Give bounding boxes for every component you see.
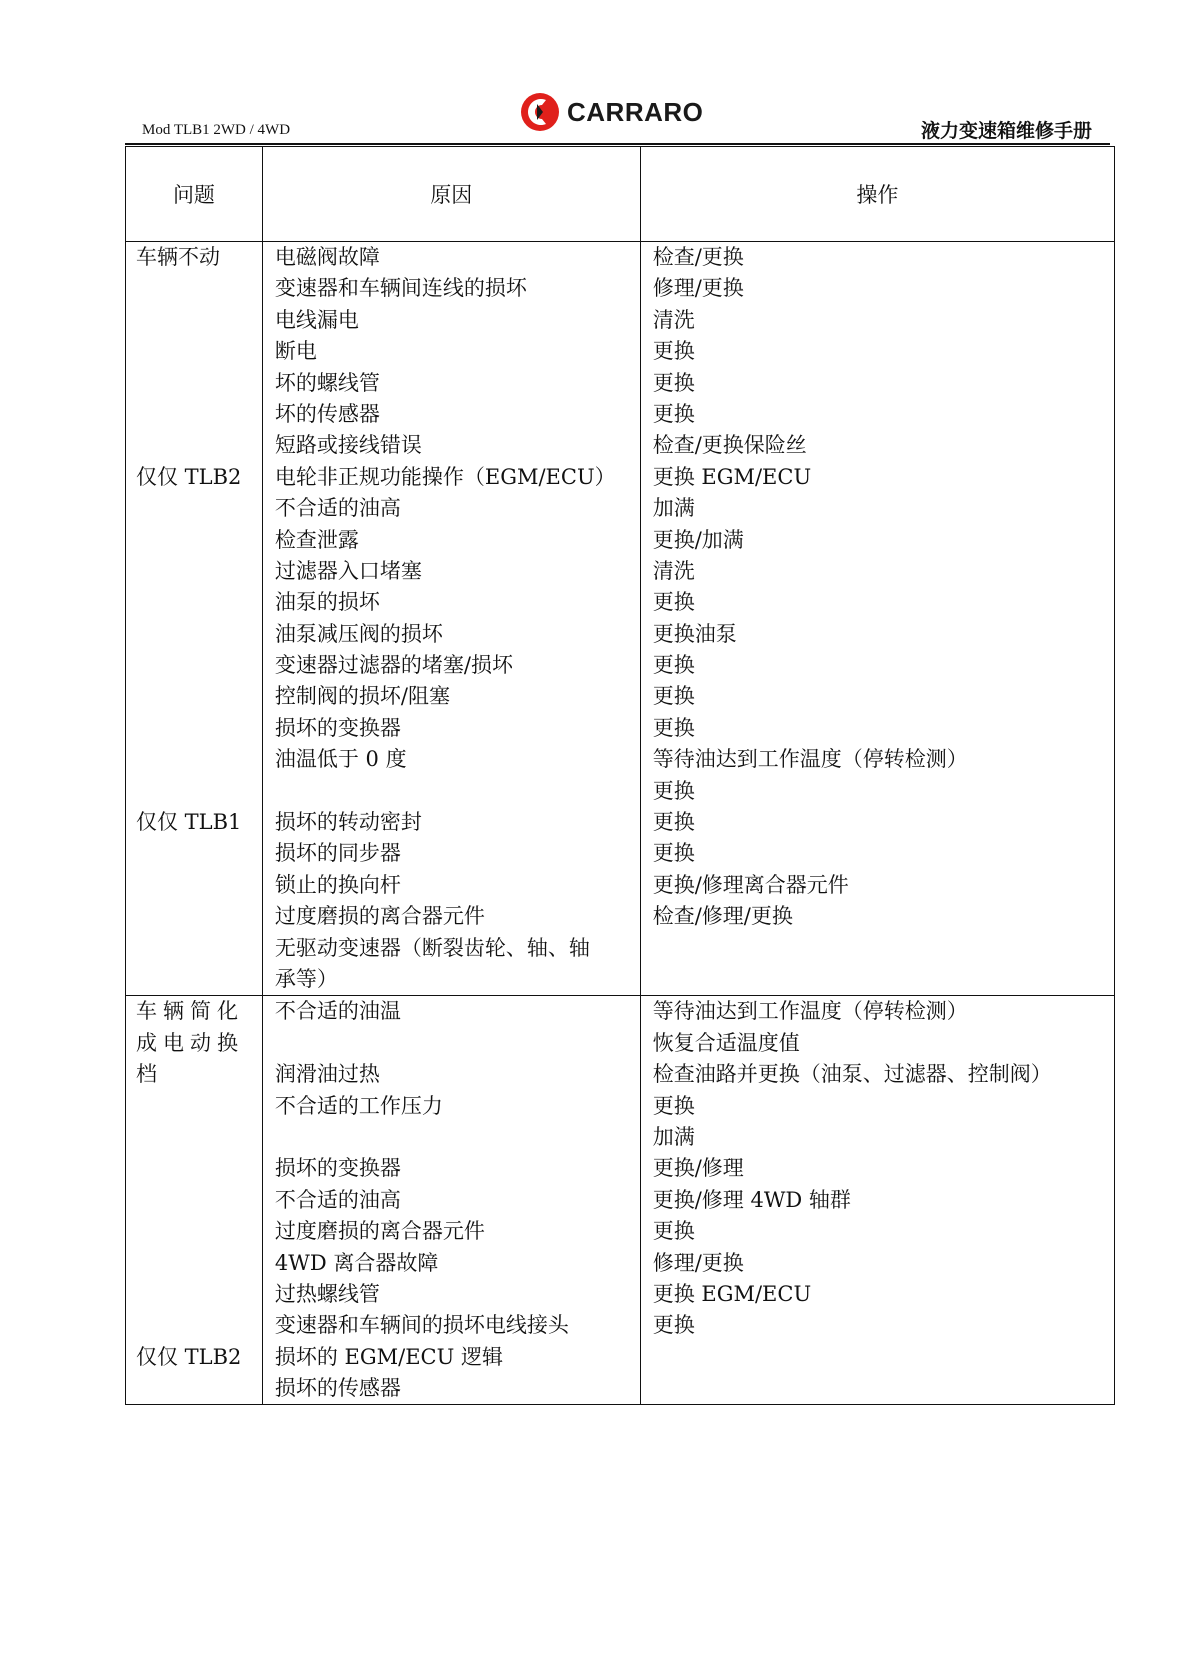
action-line: 更换: [652, 1219, 695, 1244]
manual-title: 液力变速箱维修手册: [920, 120, 1092, 142]
cause-line: 电轮非正规功能操作（EGM/ECU）: [274, 464, 616, 489]
action-line: 更换: [652, 1093, 695, 1118]
problem-line: 仅仅 TLB1: [136, 810, 242, 835]
action-line: 更换/修理 4WD 轴群: [652, 1187, 851, 1212]
cause-line: 损坏的传感器: [274, 1376, 401, 1401]
cause-line: 损坏的同步器: [274, 841, 401, 866]
cause-line: 损坏的变换器: [274, 715, 401, 740]
action-line: 更换: [652, 590, 695, 615]
cause-line: 电线漏电: [274, 307, 359, 332]
cause-cell: [262, 996, 640, 1405]
action-line: 更换 EGM/ECU: [652, 1281, 812, 1306]
action-line: 更换: [652, 778, 695, 803]
problem-line: [136, 1310, 252, 1341]
cause-line: 坏的螺线管: [274, 370, 380, 395]
cause-line: 断电: [274, 339, 317, 364]
action-line: 检查/修理/更换: [652, 904, 793, 929]
problem-line: [136, 525, 252, 556]
action-line: 加满: [652, 1124, 695, 1149]
problem-line: [136, 681, 252, 712]
action-line: 更换: [652, 841, 695, 866]
problem-line: 仅仅 TLB2: [136, 1344, 242, 1369]
action-line: 更换: [652, 684, 695, 709]
action-line: 更换/修理: [652, 1156, 744, 1181]
action-line: 等待油达到工作温度（停转检测）: [652, 747, 968, 772]
problem-line: [136, 399, 252, 430]
problem-line: 成电动换: [136, 1030, 244, 1055]
cause-line: 过热螺线管: [274, 1281, 380, 1306]
carraro-emblem-icon: [519, 91, 561, 133]
action-line: 更换: [652, 401, 695, 426]
cause-line: 损坏的转动密封: [274, 810, 422, 835]
cause-line: 过度磨损的离合器元件: [274, 1219, 485, 1244]
action-line: 加满: [652, 496, 695, 521]
cause-line: 短路或接线错误: [274, 433, 422, 458]
cause-line: 润滑油过热: [274, 1062, 380, 1087]
action-line: 清洗: [652, 307, 695, 332]
cause-cell: [262, 242, 640, 996]
problem-line: [136, 587, 252, 618]
cause-line: 不合适的油高: [274, 496, 401, 521]
cause-line: 过度磨损的离合器元件: [274, 904, 485, 929]
column-header-cause: 原因: [262, 147, 640, 242]
action-line: 更换 EGM/ECU: [652, 464, 812, 489]
cause-line: 变速器过滤器的堵塞/损坏: [274, 653, 513, 678]
action-line: 更换: [652, 715, 695, 740]
cause-line: 电磁阀故障: [274, 245, 380, 269]
problem-cell: [126, 242, 263, 996]
problem-line: 仅仅 TLB2: [136, 464, 242, 489]
problem-line: [136, 336, 252, 367]
action-line: 等待油达到工作温度（停转检测）: [652, 999, 968, 1024]
problem-line: [136, 1279, 252, 1310]
problem-line: [136, 273, 252, 304]
column-header-problem: 问题: [126, 147, 263, 242]
cause-line: 变速器和车辆间连线的损坏: [274, 276, 527, 301]
problem-line: 档: [136, 1062, 163, 1087]
cause-line: 检查泄露: [274, 527, 359, 552]
action-line: 检查油路并更换（油泵、过滤器、控制阀）: [652, 1062, 1052, 1087]
cause-line: [275, 1028, 628, 1059]
problem-line: [136, 933, 252, 964]
action-cell: [640, 996, 1114, 1405]
action-line: 更换油泵: [652, 621, 737, 646]
problem-cell: [126, 996, 263, 1405]
problem-line: [136, 901, 252, 932]
action-line: 更换/修理离合器元件: [652, 872, 849, 897]
cause-line: 过滤器入口堵塞: [274, 558, 422, 583]
brand-name: CARRARO: [567, 96, 704, 127]
action-line: [653, 964, 1102, 995]
page-header: [125, 80, 1110, 145]
action-cell: [640, 242, 1114, 996]
action-line: 检查/更换: [652, 245, 744, 269]
problem-line: [136, 1153, 252, 1184]
problem-line: [136, 1248, 252, 1279]
problem-line: [136, 713, 252, 744]
action-line: 修理/更换: [652, 276, 744, 301]
column-header-action: 操作: [640, 147, 1114, 242]
problem-line: [136, 556, 252, 587]
cause-line: 不合适的油高: [274, 1187, 401, 1212]
problem-line: [136, 838, 252, 869]
problem-line: [136, 964, 252, 995]
problem-line: [136, 619, 252, 650]
cause-line: 控制阀的损坏/阻塞: [274, 684, 450, 709]
action-line: 更换: [652, 370, 695, 395]
cause-line: 损坏的 EGM/ECU 逻辑: [274, 1344, 504, 1369]
problem-line: [136, 1091, 252, 1122]
problem-line: [136, 493, 252, 524]
cause-line: 坏的传感器: [274, 401, 380, 426]
cause-line: 无驱动变速器（断裂齿轮、轴、轴: [274, 935, 590, 960]
problem-line: [136, 776, 252, 807]
table-header-row: [126, 147, 1115, 242]
action-line: [653, 1342, 1102, 1373]
action-line: 更换: [652, 339, 695, 364]
cause-line: 锁止的换向杆: [274, 872, 401, 897]
cause-line: 变速器和车辆间的损坏电线接头: [274, 1313, 569, 1338]
problem-line: [136, 744, 252, 775]
problem-line: [136, 368, 252, 399]
action-line: [653, 933, 1102, 964]
action-line: 清洗: [652, 558, 695, 583]
cause-line: [275, 776, 628, 807]
problem-line: [136, 650, 252, 681]
action-line: 修理/更换: [652, 1250, 744, 1275]
action-line: 恢复合适温度值: [652, 1030, 800, 1055]
action-line: 更换: [652, 810, 695, 835]
action-line: 更换: [652, 1313, 695, 1338]
action-line: 检查/更换保险丝: [652, 433, 807, 458]
problem-line: [136, 1373, 252, 1404]
problem-line: [136, 430, 252, 461]
action-line: [653, 1373, 1102, 1404]
cause-line: 损坏的变换器: [274, 1156, 401, 1181]
cause-line: 不合适的油温: [274, 999, 401, 1024]
model-label: Mod TLB1 2WD / 4WD: [142, 122, 291, 138]
problem-line: 车辆简化: [136, 999, 244, 1024]
cause-line: 4WD 离合器故障: [274, 1250, 439, 1275]
cause-line: 不合适的工作压力: [274, 1093, 443, 1118]
troubleshooting-table: [125, 146, 1115, 1405]
action-line: 更换/加满: [652, 527, 744, 552]
problem-line: [136, 870, 252, 901]
table-row: [126, 996, 1115, 1405]
header-divider: [125, 143, 1110, 145]
problem-line: [136, 1185, 252, 1216]
cause-line: [275, 1122, 628, 1153]
action-line: 更换: [652, 653, 695, 678]
cause-line: 油泵的损坏: [274, 590, 380, 615]
carraro-logo: [519, 90, 703, 134]
cause-line: 油温低于 0 度: [274, 747, 407, 772]
table-row: [126, 242, 1115, 996]
problem-line: [136, 1122, 252, 1153]
problem-line: [136, 1216, 252, 1247]
cause-line: 油泵减压阀的损坏: [274, 621, 443, 646]
cause-line: 承等）: [274, 966, 338, 991]
problem-line: [136, 305, 252, 336]
problem-line: 车辆不动: [136, 245, 220, 269]
